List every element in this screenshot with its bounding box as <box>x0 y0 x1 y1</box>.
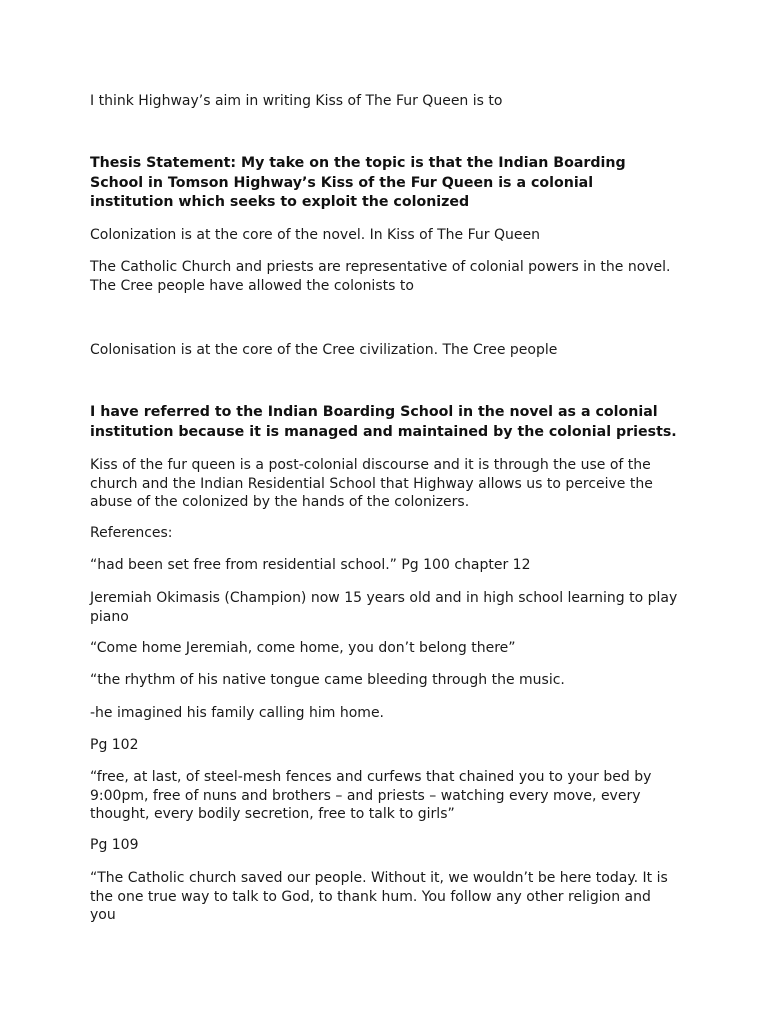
paragraph-catholic-church: The Catholic Church and priests are representative of colonial powers in the novel. The Cree people have allowed the colonists to <box>90 259 675 294</box>
paragraph-references-heading: References: <box>90 525 173 541</box>
paragraph-quote-free-at-last: “free, at last, of steel-mesh fences and curfews that chained you to your bed by 9:00pm, free of nuns and brothers – and priests – watching every move, every thought, every bodily secretion, free to talk to girls” <box>90 769 656 822</box>
paragraph-quote-set-free: “had been set free from residential school.” Pg 100 chapter 12 <box>90 557 531 573</box>
paragraph-boarding-school: I have referred to the Indian Boarding School in the novel as a colonial institution because it is managed and maintained by the colonial priests. <box>90 404 677 440</box>
paragraph-quote-catholic-church: “The Catholic church saved our people. Without it, we wouldn’t be here today. It is the one true way to talk to God, to thank hum. You follow any other religion and you <box>90 870 673 923</box>
paragraph-quote-come-home: “Come home Jeremiah, come home, you don’t belong there” <box>90 640 516 656</box>
paragraph-quote-rhythm: “the rhythm of his native tongue came bleeding through the music. <box>90 672 565 688</box>
paragraph-pg-102: Pg 102 <box>90 737 139 753</box>
paragraph-cree-civilization: Colonisation is at the core of the Cree civilization. The Cree people <box>90 342 558 358</box>
paragraph-family-calling: -he imagined his family calling him home. <box>90 705 385 721</box>
paragraph-colonization-core: Colonization is at the core of the novel. In Kiss of The Fur Queen <box>90 227 540 243</box>
paragraph-thesis-statement: Thesis Statement: My take on the topic is that the Indian Boarding School in Tomson Highway’s Kiss of the Fur Queen is a colonial institution which seeks to exploit the colonized <box>90 155 631 210</box>
paragraph-jeremiah: Jeremiah Okimasis (Champion) now 15 years old and in high school learning to play piano <box>90 590 682 625</box>
paragraph-aim: I think Highway’s aim in writing Kiss of The Fur Queen is to <box>90 93 503 109</box>
paragraph-post-colonial: Kiss of the fur queen is a post-colonial discourse and it is through the use of the church and the Indian Residential School that Highway allows us to perceive the abuse of the colonized by the hands of the colonizers. <box>90 457 658 510</box>
paragraph-pg-109: Pg 109 <box>90 837 139 853</box>
